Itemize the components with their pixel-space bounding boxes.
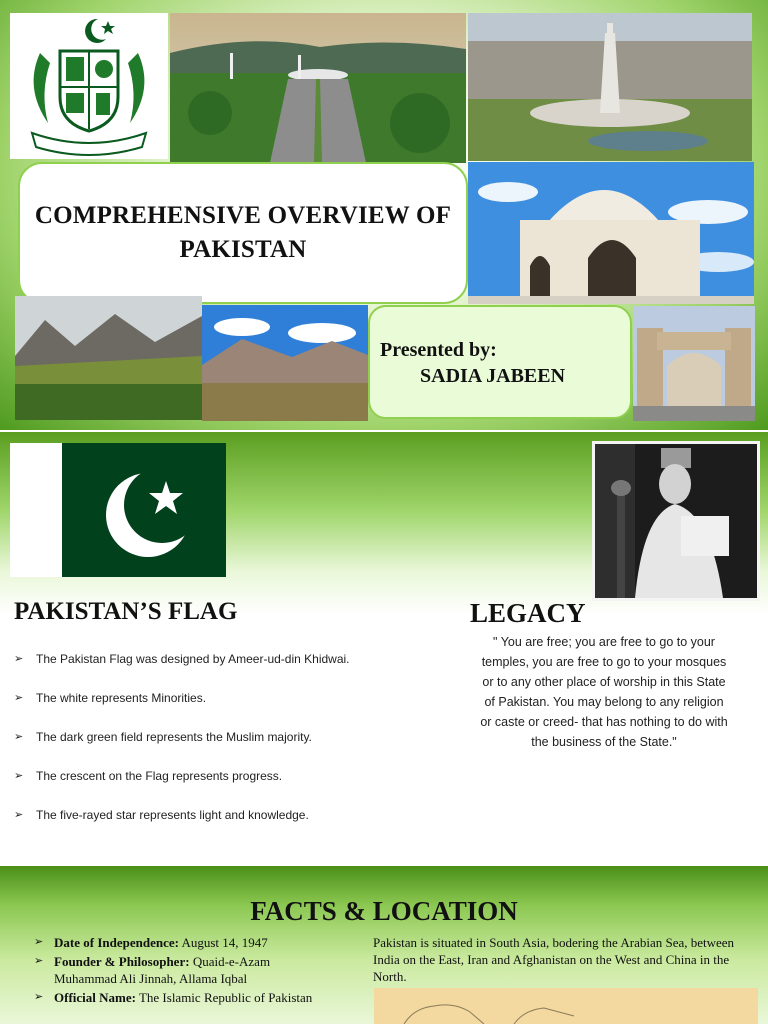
list-item: ➢ The dark green field represents the Muslim majority.	[14, 728, 354, 746]
presented-by-label: Presented by:	[380, 339, 497, 361]
fact-label: Date of Independence:	[54, 935, 179, 950]
slide-title: COMPREHENSIVE OVERVIEW OF PAKISTAN	[34, 202, 452, 263]
location-text: Pakistan is situated in South Asia, bodering the Arabian Sea, between India on the East, Iran and Afghanistan on the West and China in the North.	[373, 935, 735, 984]
list-item: ➢ The crescent on the Flag represents progress.	[14, 767, 354, 785]
legacy-heading: LEGACY	[470, 598, 586, 628]
pakistan-flag	[10, 443, 226, 577]
map-image	[374, 988, 758, 1024]
title-box	[18, 162, 468, 304]
presenter-name: SADIA JABEEN	[420, 365, 566, 387]
title-slide	[0, 0, 768, 430]
fact-value: Quaid-e-Azam Muhammad Ali Jinnah, Allama Iqbal	[54, 954, 271, 986]
faisal-mosque-photo	[170, 13, 466, 163]
fact-value: The Islamic Republic of Pakistan	[135, 990, 313, 1005]
minar-e-pakistan-photo	[468, 13, 752, 161]
quaid-portrait-photo	[592, 441, 760, 601]
legacy-quote: " You are free; you are free to go to your temples, you are free to go to your mosques or to any other place of worship in this State of Pakistan. You may belong to any religion or caste or creed- that has nothing to do with the business of the State."	[480, 635, 728, 749]
facts-heading: FACTS & LOCATION	[250, 896, 518, 926]
list-item: ➢ The five-rayed star represents light and knowledge.	[14, 806, 354, 824]
fact-label: Official Name:	[54, 990, 136, 1005]
mountains-photo	[15, 296, 202, 420]
flag-legacy-slide	[0, 432, 768, 866]
list-item: ➢ The white represents Minorities.	[14, 689, 354, 707]
mazar-e-quaid-photo	[468, 162, 754, 304]
state-emblem-icon	[10, 13, 168, 159]
facts-list	[34, 934, 334, 1008]
list-item	[34, 934, 334, 951]
flag-facts-list	[14, 650, 354, 845]
flag-heading: PAKISTAN’S FLAG	[14, 598, 238, 625]
facts-location-slide	[0, 866, 768, 1024]
fact-label: Founder & Philosopher:	[54, 954, 190, 969]
list-item	[34, 989, 334, 1006]
presenter-box	[368, 305, 632, 419]
list-item	[34, 953, 334, 987]
valley-photo	[202, 305, 368, 421]
fact-value: August 14, 1947	[178, 935, 268, 950]
gate-photo	[633, 306, 755, 421]
list-item: ➢ The Pakistan Flag was designed by Ameer-ud-din Khidwai.	[14, 650, 354, 668]
